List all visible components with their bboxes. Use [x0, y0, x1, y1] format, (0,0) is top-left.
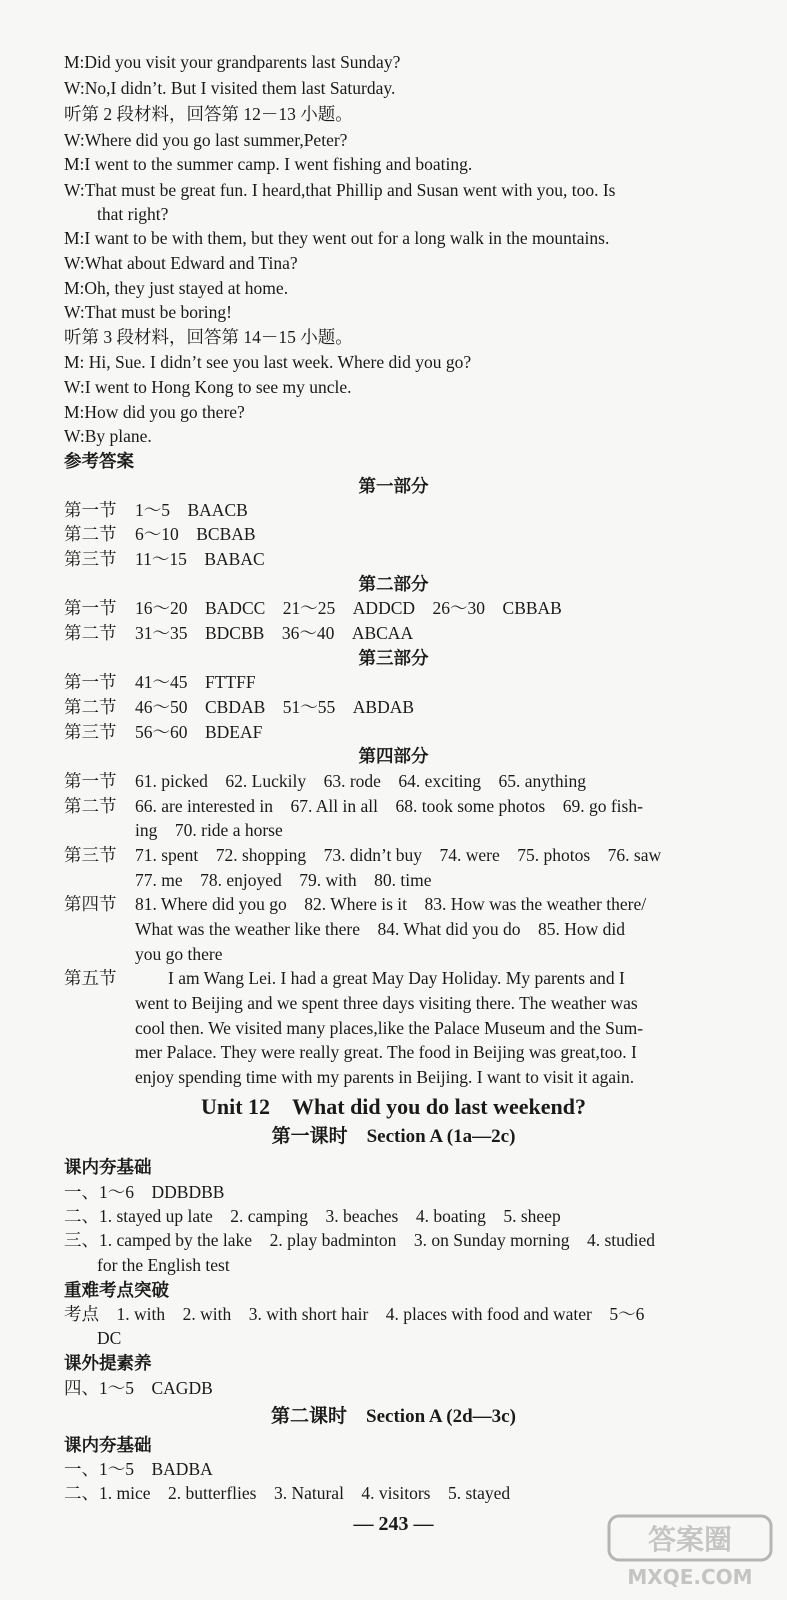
- dialog-line: M:How did you go there?: [64, 402, 245, 422]
- answer-row: 1～5 BAACB: [135, 500, 248, 520]
- essay-line: went to Beijing and we spent three days visiting there. The weather was: [135, 993, 638, 1013]
- instruction-line: 听第 3 段材料，回答第 14－15 小题。: [64, 327, 353, 347]
- answer-row: 二、1. stayed up late 2. camping 3. beaches 4. boating 5. sheep: [64, 1206, 561, 1226]
- dialog-line: W:Where did you go last summer,Peter?: [64, 130, 348, 150]
- answer-row: 三、1. camped by the lake 2. play badminton 3. on Sunday morning 4. studied: [64, 1230, 656, 1250]
- dialog-line: W:That must be boring!: [64, 302, 232, 322]
- section-label: 第四节: [64, 894, 117, 914]
- answer-row: 41～45 FTTFF: [135, 672, 256, 692]
- dialog-line: M:Did you visit your grandparents last Sunday?: [64, 52, 401, 72]
- essay-line: enjoy spending time with my parents in Beijing. I want to visit it again.: [135, 1067, 635, 1087]
- answer-row: for the English test: [97, 1255, 230, 1275]
- subsection-heading: 课内夯基础: [64, 1157, 152, 1177]
- part-title: 第二部分: [358, 574, 429, 594]
- dialog-line: W:What about Edward and Tina?: [64, 253, 298, 273]
- answer-row: 66. are interested in 67. All in all 68. took some photos 69. go fish-: [135, 796, 643, 816]
- section-label: 第五节: [64, 968, 117, 988]
- answer-row: 77. me 78. enjoyed 79. with 80. time: [135, 870, 432, 890]
- answer-row: 16～20 BADCC 21～25 ADDCD 26～30 CBBAB: [135, 598, 562, 618]
- section-label: 第一节: [64, 771, 117, 791]
- section-label: 第二节: [64, 524, 117, 544]
- part-title: 第一部分: [358, 476, 429, 496]
- section-label: 第二节: [64, 697, 117, 717]
- answer-row: 一、1～6 DDBDBB: [64, 1182, 225, 1202]
- lesson-title: 第二课时 Section A (2d—3c): [271, 1406, 516, 1427]
- answer-row: you go there: [135, 944, 223, 964]
- section-label: 第三节: [64, 845, 117, 865]
- lesson-title: 第一课时 Section A (1a—2c): [271, 1126, 516, 1147]
- dialog-line: W:That must be great fun. I heard,that Phillip and Susan went with you, too. Is: [64, 180, 616, 200]
- watermark-top: 答案圈: [647, 1523, 733, 1556]
- dialog-line: W:No,I didn’t. But I visited them last Saturday.: [64, 78, 396, 98]
- subsection-heading: 重难考点突破: [64, 1280, 169, 1300]
- dialog-line: W:By plane.: [64, 426, 152, 446]
- answer-row: ing 70. ride a horse: [135, 820, 283, 840]
- answer-row: 二、1. mice 2. butterflies 3. Natural 4. visitors 5. stayed: [64, 1483, 511, 1503]
- answer-row: 56～60 BDEAF: [135, 722, 263, 742]
- instruction-line: 听第 2 段材料，回答第 12－13 小题。: [64, 104, 353, 124]
- answer-row: 一、1～5 BADBA: [64, 1459, 213, 1479]
- part-title: 第四部分: [358, 746, 429, 766]
- watermark-bottom: MXQE.COM: [627, 1565, 753, 1589]
- essay-line: cool then. We visited many places,like the Palace Museum and the Sum-: [135, 1018, 644, 1038]
- answer-row: 6～10 BCBAB: [135, 524, 256, 544]
- dialog-line: M:I went to the summer camp. I went fishing and boating.: [64, 154, 473, 174]
- answer-row: 考点 1. with 2. with 3. with short hair 4. places with food and water 5～6: [64, 1304, 645, 1324]
- dialog-line: M: Hi, Sue. I didn’t see you last week. Where did you go?: [64, 352, 472, 372]
- section-label: 第三节: [64, 549, 117, 569]
- part-title: 第三部分: [358, 648, 429, 668]
- watermark-icon: [605, 1512, 775, 1592]
- essay-line: mer Palace. They were really great. The food in Beijing was great,too. I: [135, 1042, 637, 1062]
- section-label: 第一节: [64, 500, 117, 520]
- unit-title: Unit 12 What did you do last weekend?: [200, 1094, 587, 1119]
- answer-row: DC: [97, 1328, 122, 1348]
- dialog-line: that right?: [97, 204, 169, 224]
- section-label: 第一节: [64, 672, 117, 692]
- dialog-line: M:I want to be with them, but they went out for a long walk in the mountains.: [64, 228, 610, 248]
- subsection-heading: 课外提素养: [64, 1353, 152, 1373]
- section-label: 第三节: [64, 722, 117, 742]
- section-label: 第二节: [64, 796, 117, 816]
- dialog-line: W:I went to Hong Kong to see my uncle.: [64, 377, 352, 397]
- answer-row: 31～35 BDCBB 36～40 ABCAA: [135, 623, 414, 643]
- dialog-line: M:Oh, they just stayed at home.: [64, 278, 289, 298]
- answer-row: 四、1～5 CAGDB: [64, 1378, 213, 1398]
- watermark-logo: [605, 1512, 775, 1592]
- answer-row: 61. picked 62. Luckily 63. rode 64. exciting 65. anything: [135, 771, 587, 791]
- answer-row: What was the weather like there 84. What did you do 85. How did: [135, 919, 626, 939]
- essay-line: I am Wang Lei. I had a great May Day Holiday. My parents and I: [168, 968, 625, 988]
- page-number: — 243 —: [353, 1513, 434, 1535]
- subsection-heading: 课内夯基础: [64, 1435, 152, 1455]
- answer-row: 11～15 BABAC: [135, 549, 265, 569]
- answer-row: 81. Where did you go 82. Where is it 83. How was the weather there/: [135, 894, 647, 914]
- answer-row: 46～50 CBDAB 51～55 ABDAB: [135, 697, 415, 717]
- answer-row: 71. spent 72. shopping 73. didn’t buy 74. were 75. photos 76. saw: [135, 845, 662, 865]
- answers-heading: 参考答案: [64, 451, 134, 471]
- section-label: 第一节: [64, 598, 117, 618]
- section-label: 第二节: [64, 623, 117, 643]
